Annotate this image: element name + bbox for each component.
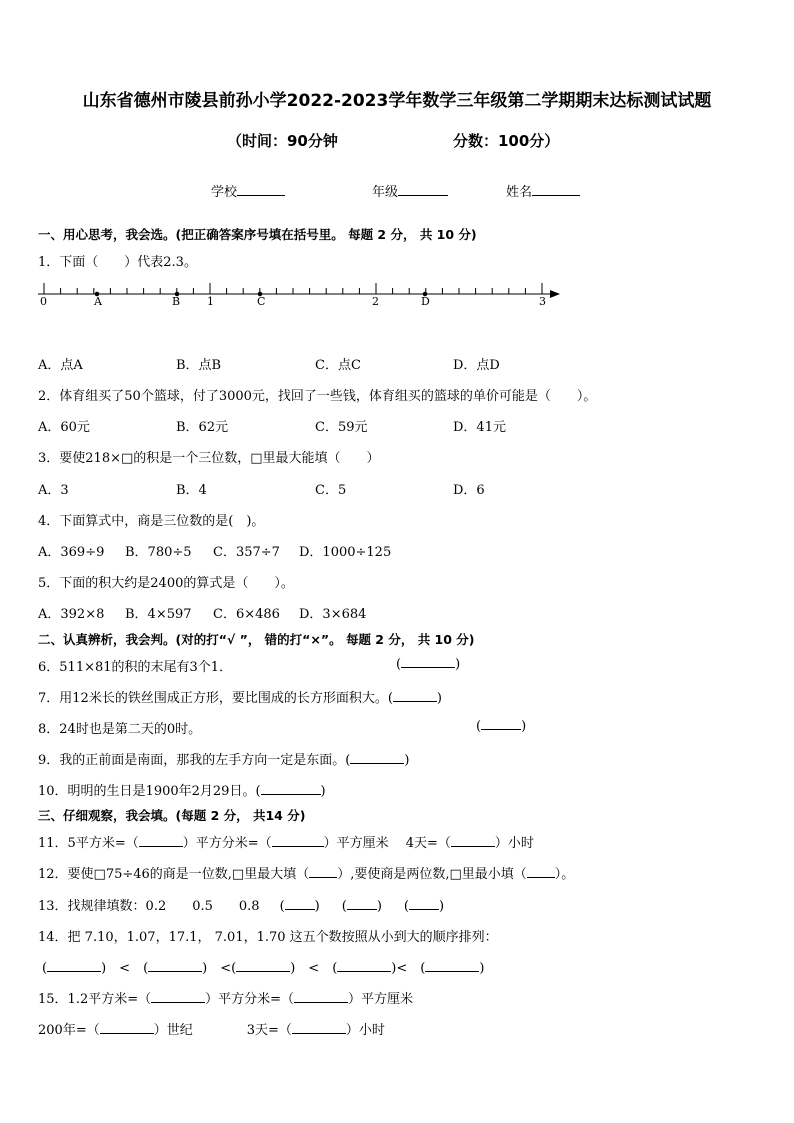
q5-option-c[interactable]: C．6×486 xyxy=(213,607,280,622)
q14-blank-4[interactable] xyxy=(337,960,391,972)
exam-score: 分数：100分） xyxy=(453,132,560,150)
q15-blank-4[interactable] xyxy=(292,1022,346,1034)
q2-option-a[interactable]: A．60元 xyxy=(38,420,90,435)
q3-option-d[interactable]: D．6 xyxy=(453,483,485,498)
q5-option-a[interactable]: A．392×8 xyxy=(38,607,105,622)
question-13: 13．找规律填数：0.2 0.5 0.8 ( ) ( ) ( ) xyxy=(38,899,445,914)
nl-label-b: B xyxy=(172,295,181,308)
q3-option-a[interactable]: A．3 xyxy=(38,483,69,498)
q7-answer-blank[interactable] xyxy=(393,690,437,702)
nl-label-c: C xyxy=(257,295,266,308)
nl-label-0: 0 xyxy=(40,295,47,308)
question-8: 8．24时也是第二天的0时。 xyxy=(38,722,202,737)
q4-option-b[interactable]: B．780÷5 xyxy=(125,545,192,560)
q14-blank-5[interactable] xyxy=(425,960,479,972)
q6-answer-blank[interactable]: ( ) xyxy=(396,657,461,672)
q15-blank-2[interactable] xyxy=(294,991,348,1003)
q10-answer-blank[interactable] xyxy=(261,783,321,795)
q13-blank-2[interactable] xyxy=(347,898,377,910)
nl-label-2: 2 xyxy=(372,295,379,308)
question-7: 7．用12米长的铁丝围成正方形，要比围成的长方形面积大。( ) xyxy=(38,691,442,706)
section-1-heading: 一、用心思考，我会选。(把正确答案序号填在括号里。 每题 2 分， 共 10 分) xyxy=(38,227,477,242)
q4-option-d[interactable]: D．1000÷125 xyxy=(299,545,392,560)
question-6: 6．511×81的积的末尾有3个1． xyxy=(38,660,233,675)
question-15-part-2: 200年=（ ）世纪 3天=（ ）小时 xyxy=(38,1023,385,1038)
nl-label-1: 1 xyxy=(207,295,214,308)
q13-blank-1[interactable] xyxy=(285,898,315,910)
q8-answer-blank[interactable]: ( ) xyxy=(476,719,527,734)
question-2: 2．体育组买了50个篮球，付了3000元，找回了一些钱，体育组买的篮球的单价可能是（ ）。 xyxy=(38,389,597,404)
question-5: 5．下面的积大约是2400的算式是（ ）。 xyxy=(38,576,294,591)
q2-option-b[interactable]: B．62元 xyxy=(176,420,229,435)
question-12: 12．要使□75÷46的商是一位数,□里最大填（ ）,要使商是两位数,□里最小填（ ）。 xyxy=(38,867,575,882)
q1-option-d[interactable]: D．点D xyxy=(453,358,500,373)
q14-blank-2[interactable] xyxy=(148,960,202,972)
exam-time: （时间：90分钟 xyxy=(227,132,338,150)
q11-blank-2[interactable] xyxy=(272,835,324,847)
q3-option-c[interactable]: C．5 xyxy=(315,483,347,498)
question-4: 4．下面算式中，商是三位数的是( )。 xyxy=(38,514,265,529)
question-14: 14．把 7.10，1.07，17.1， 7.01，1.70 这五个数按照从小到大的顺序排列： xyxy=(38,930,498,945)
section-3-heading: 三、仔细观察，我会填。(每题 2 分， 共14 分) xyxy=(38,808,306,823)
question-10: 10．明明的生日是1900年2月29日。( ) xyxy=(38,784,326,799)
question-1: 1．下面（ ）代表2.3。 xyxy=(38,255,197,270)
nl-label-3: 3 xyxy=(539,295,546,308)
q2-option-c[interactable]: C．59元 xyxy=(315,420,368,435)
q5-option-d[interactable]: D．3×684 xyxy=(299,607,367,622)
name-field[interactable]: 姓名 xyxy=(506,181,580,200)
q12-blank-2[interactable] xyxy=(527,866,555,878)
q1-option-c[interactable]: C．点C xyxy=(315,358,361,373)
q13-blank-3[interactable] xyxy=(409,898,439,910)
q9-answer-blank[interactable] xyxy=(350,752,404,764)
question-9: 9．我的正前面是南面，那我的左手方向一定是东面。( ) xyxy=(38,753,410,768)
q1-option-b[interactable]: B．点B xyxy=(176,358,222,373)
grade-field[interactable]: 年级 xyxy=(372,181,448,200)
q11-blank-1[interactable] xyxy=(139,835,183,847)
q4-option-a[interactable]: A．369÷9 xyxy=(38,545,105,560)
school-field[interactable]: 学校 xyxy=(211,181,285,200)
q1-option-a[interactable]: A．点A xyxy=(38,358,83,373)
q12-blank-1[interactable] xyxy=(309,866,337,878)
question-11: 11．5平方米=（ ）平方分米=（ ）平方厘米 4天=（ ）小时 xyxy=(38,836,534,851)
q4-option-c[interactable]: C．357÷7 xyxy=(213,545,280,560)
exam-title: 山东省德州市陵县前孙小学2022-2023学年数学三年级第二学期期末达标测试试题 xyxy=(82,91,712,111)
q15-blank-1[interactable] xyxy=(151,991,205,1003)
q14-blank-1[interactable] xyxy=(47,960,101,972)
q3-option-b[interactable]: B．4 xyxy=(176,483,207,498)
q11-blank-3[interactable] xyxy=(451,835,495,847)
q14-ordering-row: ( ) < ( ) <( ) < ( )< ( ) xyxy=(42,961,485,976)
nl-label-d: D xyxy=(421,295,430,308)
nl-label-a: A xyxy=(94,295,102,308)
q14-blank-3[interactable] xyxy=(236,960,290,972)
q15-blank-3[interactable] xyxy=(100,1022,154,1034)
question-3: 3．要使218×□的积是一个三位数，□里最大能填（ ） xyxy=(38,451,380,466)
section-2-heading: 二、认真辨析，我会判。(对的打“√ ”， 错的打“×”。 每题 2 分， 共 10 分) xyxy=(38,632,475,647)
q2-option-d[interactable]: D．41元 xyxy=(453,420,506,435)
number-line xyxy=(30,280,570,310)
q5-option-b[interactable]: B．4×597 xyxy=(125,607,192,622)
question-15: 15．1.2平方米=（ ）平方分米=（ ）平方厘米 xyxy=(38,992,414,1007)
